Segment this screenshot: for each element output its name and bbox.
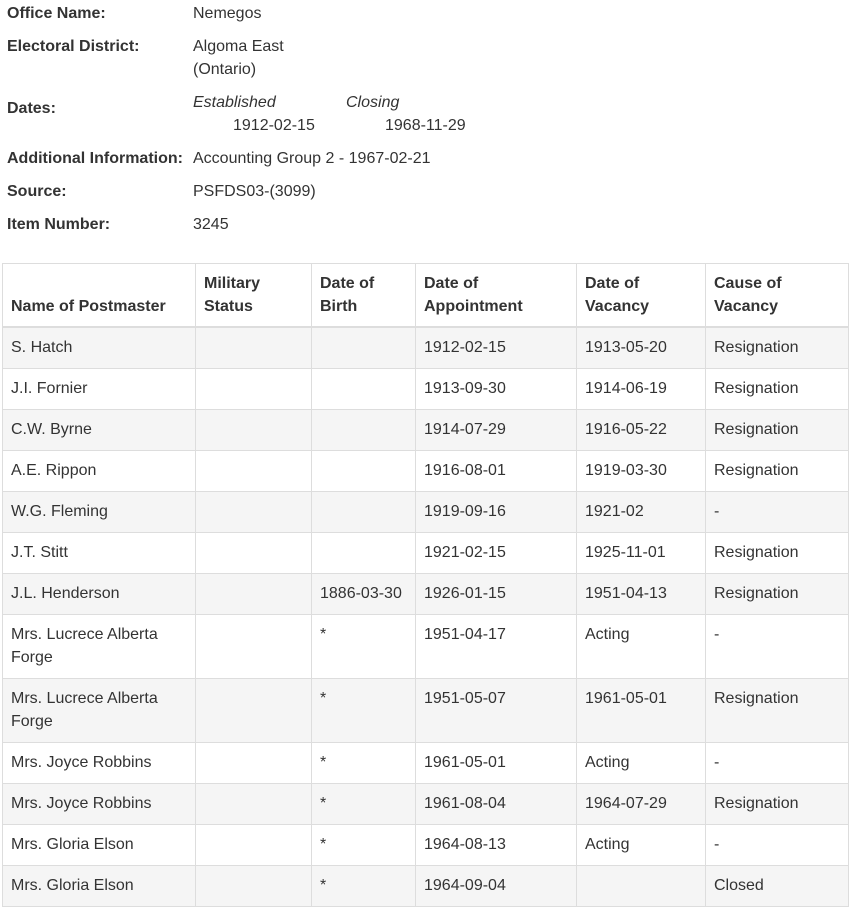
cell-military bbox=[196, 783, 312, 824]
electoral-district-value: Algoma East bbox=[193, 38, 284, 55]
additional-info-label: Additional Information: bbox=[7, 150, 183, 167]
table-row bbox=[3, 532, 849, 573]
header-name: Name of Postmaster bbox=[3, 264, 196, 327]
item-number-value: 3245 bbox=[193, 216, 229, 233]
cell-vacancy: 1925-11-01 bbox=[577, 532, 706, 573]
additional-info-value: Accounting Group 2 - 1967-02-21 bbox=[193, 150, 431, 167]
cell-birth bbox=[312, 368, 416, 409]
cell-appointment: 1961-05-01 bbox=[416, 742, 577, 783]
cell-cause: Closed bbox=[706, 865, 849, 906]
table-row bbox=[3, 865, 849, 906]
cell-name: S. Hatch bbox=[3, 327, 196, 369]
cell-name: Mrs. Gloria Elson bbox=[3, 824, 196, 865]
cell-appointment: 1916-08-01 bbox=[416, 450, 577, 491]
cell-vacancy: Acting bbox=[577, 824, 706, 865]
established-label: Established bbox=[193, 94, 276, 111]
cell-military bbox=[196, 491, 312, 532]
cell-vacancy: Acting bbox=[577, 614, 706, 678]
cell-cause: - bbox=[706, 614, 849, 678]
cell-name: W.G. Fleming bbox=[3, 491, 196, 532]
cell-vacancy: 1919-03-30 bbox=[577, 450, 706, 491]
cell-vacancy bbox=[577, 865, 706, 906]
cell-appointment: 1921-02-15 bbox=[416, 532, 577, 573]
cell-vacancy: 1951-04-13 bbox=[577, 573, 706, 614]
established-date: 1912-02-15 bbox=[233, 117, 315, 134]
cell-vacancy: 1964-07-29 bbox=[577, 783, 706, 824]
cell-birth: * bbox=[312, 824, 416, 865]
cell-birth bbox=[312, 532, 416, 573]
source-label: Source: bbox=[7, 183, 67, 200]
cell-name: Mrs. Gloria Elson bbox=[3, 865, 196, 906]
cell-birth bbox=[312, 491, 416, 532]
cell-military bbox=[196, 368, 312, 409]
table-row bbox=[3, 783, 849, 824]
table-row bbox=[3, 614, 849, 678]
cell-birth bbox=[312, 450, 416, 491]
postmasters-table bbox=[2, 263, 849, 907]
source-value: PSFDS03-(3099) bbox=[193, 183, 316, 200]
cell-birth: * bbox=[312, 742, 416, 783]
table-row bbox=[3, 824, 849, 865]
cell-cause: Resignation bbox=[706, 327, 849, 369]
cell-cause: - bbox=[706, 491, 849, 532]
header-date-of-birth: Date of Birth bbox=[312, 264, 416, 327]
cell-name: C.W. Byrne bbox=[3, 409, 196, 450]
cell-cause: Resignation bbox=[706, 532, 849, 573]
cell-birth bbox=[312, 327, 416, 369]
header-date-of-appointment: Date of Appointment bbox=[416, 264, 577, 327]
table-row bbox=[3, 327, 849, 369]
cell-name: J.I. Fornier bbox=[3, 368, 196, 409]
electoral-district-label: Electoral District: bbox=[7, 38, 140, 55]
table-header-row bbox=[3, 264, 849, 327]
electoral-district-province: (Ontario) bbox=[193, 61, 257, 78]
cell-name: J.L. Henderson bbox=[3, 573, 196, 614]
table-row bbox=[3, 368, 849, 409]
header-military-status: Military Status bbox=[196, 264, 312, 327]
cell-birth: 1886-03-30 bbox=[312, 573, 416, 614]
cell-vacancy: 1921-02 bbox=[577, 491, 706, 532]
cell-military bbox=[196, 532, 312, 573]
cell-military bbox=[196, 742, 312, 783]
cell-military bbox=[196, 824, 312, 865]
cell-vacancy: 1961-05-01 bbox=[577, 678, 706, 742]
cell-birth: * bbox=[312, 614, 416, 678]
header-date-of-vacancy: Date of Vacancy bbox=[577, 264, 706, 327]
cell-vacancy: 1914-06-19 bbox=[577, 368, 706, 409]
cell-appointment: 1913-09-30 bbox=[416, 368, 577, 409]
cell-birth: * bbox=[312, 783, 416, 824]
cell-cause: - bbox=[706, 742, 849, 783]
table-row bbox=[3, 573, 849, 614]
cell-appointment: 1926-01-15 bbox=[416, 573, 577, 614]
dates-label: Dates: bbox=[7, 100, 56, 117]
cell-appointment: 1914-07-29 bbox=[416, 409, 577, 450]
cell-appointment: 1951-04-17 bbox=[416, 614, 577, 678]
cell-cause: Resignation bbox=[706, 409, 849, 450]
cell-name: A.E. Rippon bbox=[3, 450, 196, 491]
cell-vacancy: 1916-05-22 bbox=[577, 409, 706, 450]
cell-military bbox=[196, 450, 312, 491]
header-cause-of-vacancy: Cause of Vacancy bbox=[706, 264, 849, 327]
closing-date: 1968-11-29 bbox=[385, 117, 466, 134]
cell-appointment: 1919-09-16 bbox=[416, 491, 577, 532]
item-number-label: Item Number: bbox=[7, 216, 111, 233]
cell-name: Mrs. Joyce Robbins bbox=[3, 742, 196, 783]
cell-name: Mrs. Joyce Robbins bbox=[3, 783, 196, 824]
cell-birth: * bbox=[312, 678, 416, 742]
cell-appointment: 1961-08-04 bbox=[416, 783, 577, 824]
table-row bbox=[3, 491, 849, 532]
office-name-value: Nemegos bbox=[193, 5, 262, 22]
cell-military bbox=[196, 327, 312, 369]
cell-cause: Resignation bbox=[706, 678, 849, 742]
cell-military bbox=[196, 614, 312, 678]
cell-name: J.T. Stitt bbox=[3, 532, 196, 573]
cell-name: Mrs. Lucrece Alberta Forge bbox=[3, 614, 196, 678]
cell-appointment: 1951-05-07 bbox=[416, 678, 577, 742]
cell-military bbox=[196, 573, 312, 614]
cell-name: Mrs. Lucrece Alberta Forge bbox=[3, 678, 196, 742]
cell-birth bbox=[312, 409, 416, 450]
cell-appointment: 1912-02-15 bbox=[416, 327, 577, 369]
cell-birth: * bbox=[312, 865, 416, 906]
closing-label: Closing bbox=[346, 94, 400, 111]
cell-cause: Resignation bbox=[706, 368, 849, 409]
cell-cause: Resignation bbox=[706, 573, 849, 614]
cell-vacancy: 1913-05-20 bbox=[577, 327, 706, 369]
cell-appointment: 1964-08-13 bbox=[416, 824, 577, 865]
cell-cause: Resignation bbox=[706, 783, 849, 824]
table-row bbox=[3, 450, 849, 491]
cell-cause: - bbox=[706, 824, 849, 865]
cell-military bbox=[196, 865, 312, 906]
cell-cause: Resignation bbox=[706, 450, 849, 491]
cell-vacancy: Acting bbox=[577, 742, 706, 783]
table-row bbox=[3, 742, 849, 783]
cell-appointment: 1964-09-04 bbox=[416, 865, 577, 906]
table-row bbox=[3, 409, 849, 450]
office-name-label: Office Name: bbox=[7, 5, 106, 22]
table-row bbox=[3, 678, 849, 742]
cell-military bbox=[196, 678, 312, 742]
cell-military bbox=[196, 409, 312, 450]
